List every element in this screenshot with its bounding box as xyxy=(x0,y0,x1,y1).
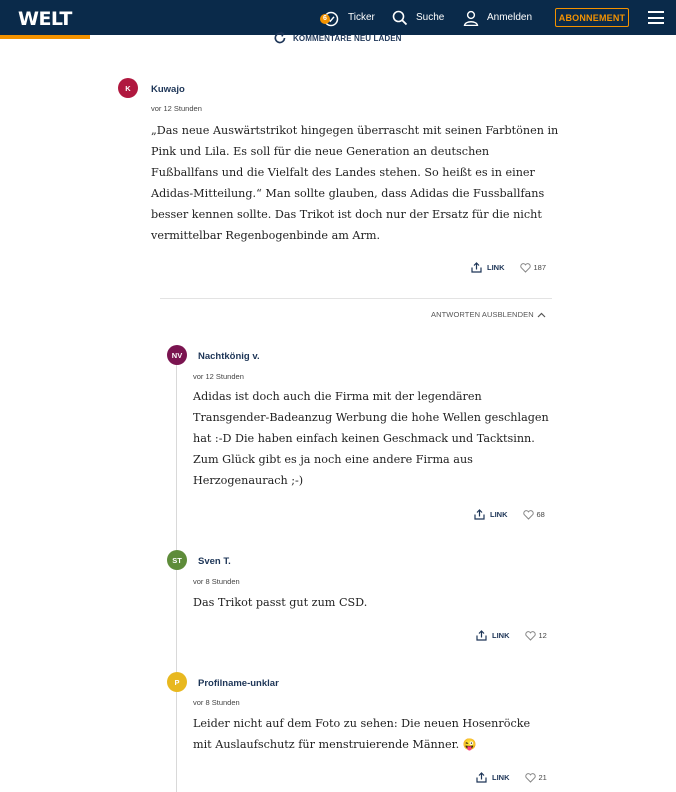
search-icon xyxy=(392,10,408,26)
comment-actions xyxy=(471,262,546,273)
heart-icon xyxy=(525,631,536,641)
reload-icon xyxy=(273,31,287,45)
like-count: 12 xyxy=(538,631,547,640)
login-button[interactable] xyxy=(463,0,532,35)
comment-time: vor 12 Stunden xyxy=(151,104,202,113)
heart-icon xyxy=(520,263,531,273)
avatar: K xyxy=(118,78,138,98)
menu-icon[interactable] xyxy=(648,11,664,24)
comment-actions xyxy=(476,772,547,783)
comment-time: vor 8 Stunden xyxy=(193,698,240,707)
reply-thread-line xyxy=(176,362,177,792)
comment-author[interactable]: Profilname-unklar xyxy=(198,678,279,689)
site-header xyxy=(0,0,676,35)
ticker-button[interactable] xyxy=(320,0,375,35)
share-icon xyxy=(471,262,482,273)
share-link-button[interactable]: LINK xyxy=(476,772,510,783)
welt-logo[interactable]: WELT xyxy=(18,8,72,30)
divider xyxy=(160,298,552,299)
comment-text: „Das neue Auswärtstrikot hingegen überrascht mit seinen Farbtönen in Pink und Lila. Es soll für die neue Generation an deutschen Fußballfans und die Vielfalt des Landes stehen. So heißt es in einer Adidas-Mitteilung.“ Man sollte glauben, dass Adidas die Fussballfans besser kennen sollte. Das Trikot ist doch nur der Ersatz für die nicht vermittelbar Regenbogenbinde am Arm. xyxy=(151,124,559,242)
reload-comments-button[interactable] xyxy=(273,31,402,45)
ticker-label: Ticker xyxy=(348,12,375,23)
comment-author[interactable]: Kuwajo xyxy=(151,84,185,95)
login-label: Anmelden xyxy=(487,12,533,23)
like-button[interactable] xyxy=(520,263,547,273)
comment-author[interactable]: Sven T. xyxy=(198,556,231,567)
comment-actions xyxy=(474,509,545,520)
chevron-up-icon xyxy=(537,312,546,318)
avatar: ST xyxy=(167,550,187,570)
share-link-button[interactable]: LINK xyxy=(474,509,508,520)
share-icon xyxy=(476,630,487,641)
like-button[interactable] xyxy=(525,773,547,783)
user-icon xyxy=(463,10,479,26)
ticker-badge: 6 xyxy=(320,14,330,24)
comment-time: vor 8 Stunden xyxy=(193,577,240,586)
reload-comments-label: KOMMENTARE NEU LADEN xyxy=(293,33,402,43)
like-button[interactable] xyxy=(525,631,547,641)
share-icon xyxy=(476,772,487,783)
share-icon xyxy=(474,509,485,520)
like-count: 187 xyxy=(533,263,547,272)
avatar: NV xyxy=(167,345,187,365)
subscribe-button[interactable]: ABONNEMENT xyxy=(555,8,629,27)
comment-text: Das Trikot passt gut zum CSD. xyxy=(193,596,368,609)
share-link-button[interactable]: LINK xyxy=(476,630,510,641)
share-link-button[interactable]: LINK xyxy=(471,262,505,273)
search-button[interactable] xyxy=(392,0,444,35)
comment-text: Adidas ist doch auch die Firma mit der legendären Transgender-Badeanzug Werbung die hohe Wellen geschlagen hat :-D Die haben einfach keinen Geschmack und Tacktsinn. Zum Glück gibt es ja noch eine andere Firma aus Herzogenaurach ;-) xyxy=(193,390,549,487)
like-count: 21 xyxy=(538,773,547,782)
hide-answers-button[interactable]: ANTWORTEN AUSBLENDEN xyxy=(431,310,546,319)
like-count: 68 xyxy=(536,510,545,519)
search-label: Suche xyxy=(416,12,445,23)
comment-author[interactable]: Nachtkönig v. xyxy=(198,351,260,362)
comment-text: Leider nicht auf dem Foto zu sehen: Die neuen Hosenröcke mit Auslaufschutz für menstruierende Männer. 😜 xyxy=(193,717,531,751)
like-button[interactable] xyxy=(523,510,545,520)
comment-actions xyxy=(476,630,547,641)
heart-icon xyxy=(523,510,534,520)
heart-icon xyxy=(525,773,536,783)
header-accent-bar xyxy=(0,35,90,39)
avatar: P xyxy=(167,672,187,692)
comment-time: vor 12 Stunden xyxy=(193,372,244,381)
